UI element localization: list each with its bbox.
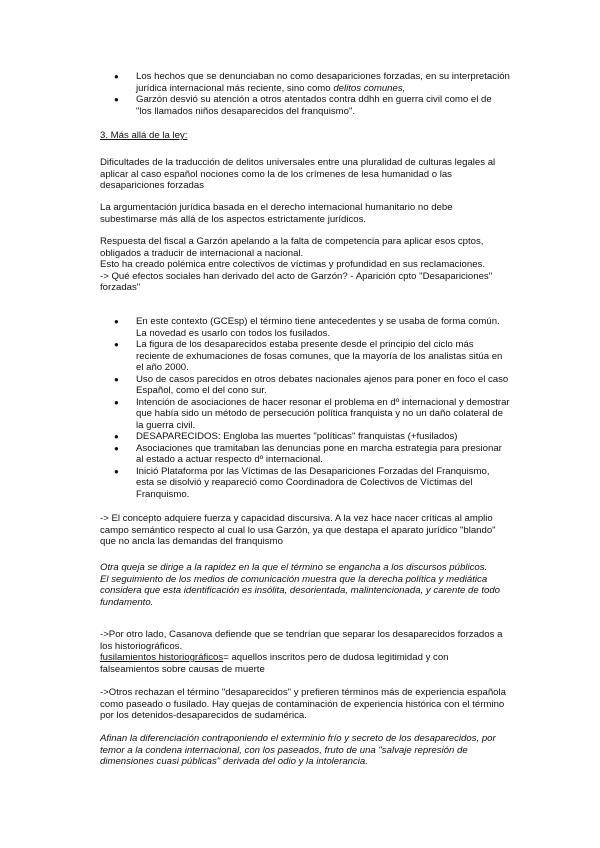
bullet-icon: ● — [114, 340, 119, 349]
bullet-icon: ● — [114, 432, 119, 441]
paragraph-otra-queja: Otra queja se dirige a la rapidez en la que el término se engancha a los discursos públicos. El seguimiento de los medios de comunicación muestra que la derecha política y mediática considera que esta identificación es insólita, desorientada, malintencionada, y carente de todo fundamento. — [100, 562, 500, 608]
bullet-icon: ● — [114, 443, 119, 453]
paragraph-argumentacion: La argumentación jurídica basada en el derecho internacional humanitario no debe subestimarse más allá de los aspectos estrictamente jurídicos. — [100, 202, 453, 225]
list-item: ● Asociaciones que tramitaban las denuncias pone en marcha estrategia para presionar al estado a actuar respecto dº internacional. — [114, 442, 502, 465]
bullet-icon: ● — [114, 317, 119, 326]
list-item: ● DESAPARECIDOS: Engloba las muertes "políticas" franquistas (+fusilados) — [114, 431, 458, 442]
bullet-icon: ● — [114, 397, 119, 407]
bullet-icon: ● — [114, 374, 119, 384]
list-item: ● Los hechos que se denunciaban no como desapariciones forzadas, en su interpretación jurídica internacional más reciente, sino como delitos comunes, — [114, 71, 510, 94]
list-item: ● En este contexto (GCEsp) el término tiene antecedentes y se usaba de forma común. La novedad es usarlo con todos los fusilados. — [114, 316, 500, 339]
section-heading: 3. Más allá de la ley: — [100, 130, 188, 141]
fusilamientos-term: fusilamientos historiográficos — [100, 652, 224, 663]
bullet-icon: ● — [114, 95, 119, 104]
list-item: ● La figura de los desaparecidos estaba presente desde el principio del ciclo más reciente de exhumaciones de fosas comunes, que la mayoría de los analistas sitúa en el año 2000. — [114, 339, 503, 373]
paragraph-concepto: -> El concepto adquiere fuerza y capacidad discursiva. A la vez hace nacer críticas al amplio campo semántico respecto al cual lo usa Garzón, ya que destapa el aparato jurídico "blando" que no ancla las demandas del franquismo — [100, 513, 496, 547]
mid-bullet-list — [100, 316, 510, 500]
bullet-icon: ● — [114, 466, 119, 476]
paragraph-respuesta: Respuesta del fiscal a Garzón apelando a la falta de competencia para aplicar esos cptos, obligados a traducir de internacional a nacional. Esto ha creado polémica entre colectivos de víctimas y profundidad en sus reclamaciones. -> Qué efectos sociales han derivado del acto de Garzón? - Aparición cpto "Desapariciones" forzadas" — [100, 236, 493, 293]
list-item: ● Intención de asociaciones de hacer resonar el problema en dº internacional y demostrar que había sido un método de persecución política franquista y no un daño colateral de la guerra civil. — [114, 396, 510, 431]
paragraph-otros: ->Otros rechazan el término "desaparecidos" y prefieren términos más de experiencia española como paseado o fusilado. Hay quejas de contaminación de experiencia histórica con el término por los detenidos-desaparecidos de sudamérica. — [100, 687, 506, 721]
paragraph-afinan: Afinan la diferenciación contraponiendo el exterminio frío y secreto de los desaparecidos, por temor a la condena internacional, con los paseados, fruto de una "salvaje represión de dimensiones cuasi públicas" derivada del odio y la intolerancia. — [100, 733, 496, 767]
paragraph-casanova: ->Por otro lado, Casanova defiende que se tendrían que separar los desaparecidos forzados a los historiográficos. fusilamientos historiográficos= aquellos inscritos pero de dudosa legitimidad y con falseamientos sobre causas de muerte — [100, 629, 503, 675]
top-bullet-list — [100, 71, 510, 117]
list-item: ● Uso de casos parecidos en otros debates nacionales ajenos para poner en foco el caso Español, como el del cono sur. — [114, 373, 509, 396]
list-item: ● Garzón desvió su atención a otros atentados contra ddhh en guerra civil como el de "los llamados niños desaparecidos del franquismo". — [114, 94, 492, 117]
bullet-icon: ● — [114, 72, 119, 81]
paragraph-dificultades: Dificultades de la traducción de delitos universales entre una pluralidad de culturas legales al aplicar al caso español nociones como la de los crímenes de lesa humanidad o las desapariciones forzadas — [100, 157, 496, 191]
list-item: ● Inició Plataforma por las Víctimas de las Desapariciones Forzadas del Franquismo, esta se disolvió y reapareció como Coordinadora de Colectivos de Víctimas del Franquismo. — [114, 465, 490, 500]
